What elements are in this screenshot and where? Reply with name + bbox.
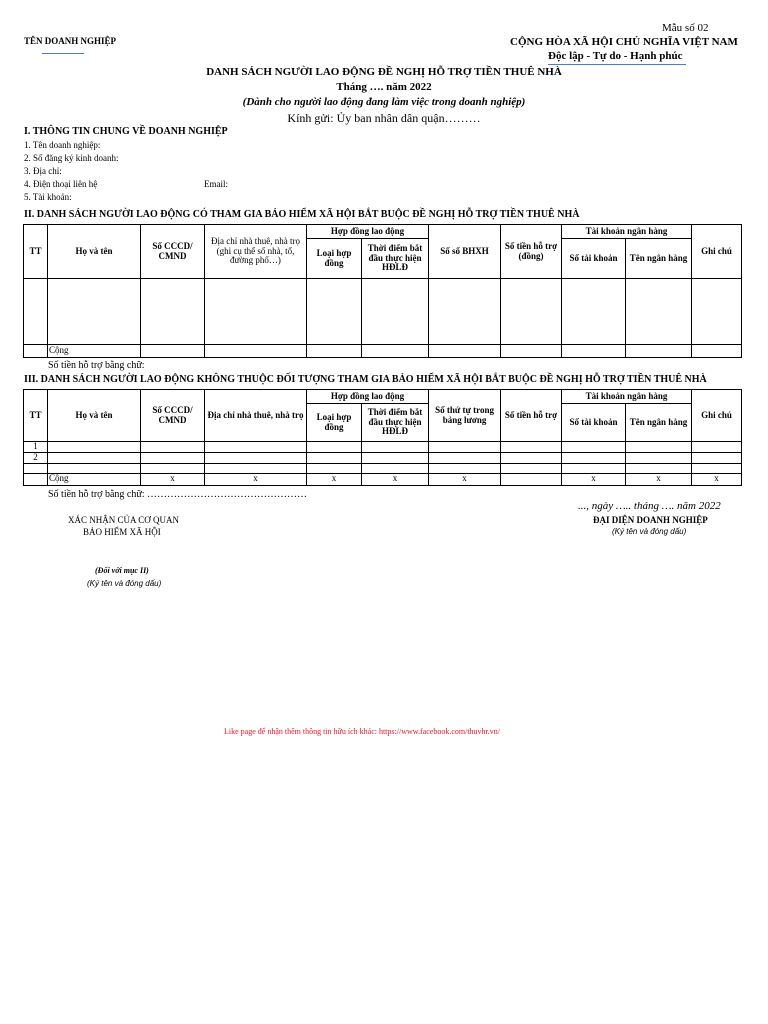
col-contract-start: Thời điểm bắt đầu thực hiện HĐLĐ [362,404,429,442]
col-contract-type: Loại hợp đồng [307,404,362,442]
form-number: Mẫu số 02 [662,22,709,34]
section-2-heading: II. DANH SÁCH NGƯỜI LAO ĐỘNG CÓ THAM GIA BẢO HIỂM XÃ HỘI BẮT BUỘC ĐỀ NGHỊ HỖ TRỢ TIỀN THUÊ NHÀ [24,209,580,220]
representative-sign-note: (Ký tên và đóng dấu) [612,527,687,536]
col-account-no: Số tài khoản [562,239,626,279]
document-subtitle: (Dành cho người lao động đang làm việc trong doanh nghiệp) [242,96,526,108]
social-insurance-sign-note: (Ký tên và đóng dấu) [87,579,162,588]
addressee: Kính gửi: Ủy ban nhân dân quận……… [287,111,481,125]
field-email: Email: [204,179,228,189]
section-1-heading: I. THÔNG TIN CHUNG VỀ DOANH NGHIỆP [24,126,228,137]
col-name: Họ và tên [48,390,141,442]
motto-underline [548,64,686,65]
section-3-heading: III. DANH SÁCH NGƯỜI LAO ĐỘNG KHÔNG THUỘC ĐỐI TƯỢNG THAM GIA BẢO HIỂM XÃ HỘI BẮT BUỘC ĐỀ NGHỊ HỖ TRỢ TIỀN THUÊ NHÀ [24,374,707,385]
col-tt: TT [24,225,48,279]
row-number: 2 [24,452,48,463]
table-row [24,452,742,463]
col-contract-group: Hợp đồng lao động [307,390,429,404]
total-row [24,345,742,358]
company-underline [42,53,84,54]
amount-in-words-3: Số tiền hỗ trợ bằng chữ: ………………………………………… [48,489,308,500]
mark-x: x [626,473,692,485]
uninsured-workers-table [23,389,742,486]
field-business-registration: 2. Số đăng ký kinh doanh: [24,153,119,163]
national-motto: Độc lập - Tự do - Hạnh phúc [548,50,683,62]
promo-link[interactable]: Like page để nhận thêm thông tin hữu ích khác: https://www.facebook.com/thuvhr.vn/ [224,727,500,736]
mark-x: x [362,473,429,485]
col-bank-group: Tài khoản ngân hàng [562,225,692,239]
field-account: 5. Tài khoản: [24,192,72,202]
total-label: Cộng [48,345,141,358]
mark-x: x [562,473,626,485]
table-row [24,279,742,345]
signature-date: ..., ngày ….. tháng …. năm 2022 [578,500,721,512]
amount-in-words-2: Số tiền hỗ trợ bằng chữ: [48,360,145,371]
col-contract-type: Loại hợp đồng [307,239,362,279]
col-bank-name: Tên ngân hàng [626,404,692,442]
total-label: Cộng [48,473,141,485]
mark-x: x [141,473,205,485]
document-title: DANH SÁCH NGƯỜI LAO ĐỘNG ĐỀ NGHỊ HỖ TRỢ TIỀN THUÊ NHÀ [206,66,562,78]
company-name-label: TÊN DOANH NGHIỆP [24,36,117,46]
col-note: Ghi chú [692,225,742,279]
col-amount: Số tiền hỗ trợ [501,390,562,442]
col-insurance-no: Số sổ BHXH [429,225,501,279]
col-address: Địa chỉ nhà thuê, nhà trọ (ghi cụ thể số nhà, tổ, đường phố…) [205,225,307,279]
social-insurance-title-line2: BẢO HIỂM XÃ HỘI [83,527,161,537]
social-insurance-title-line1: XÁC NHẬN CỦA CƠ QUAN [68,515,180,525]
total-row [24,473,742,485]
col-contract-start: Thời điểm bắt đầu thực hiện HĐLĐ [362,239,429,279]
col-id: Số CCCD/ CMND [141,390,205,442]
col-note: Ghi chú [692,390,742,442]
social-insurance-scope-note: (Đối với mục II) [95,566,149,575]
field-address: 3. Địa chỉ: [24,166,62,176]
col-account-no: Số tài khoản [562,404,626,442]
col-contract-group: Hợp đồng lao động [307,225,429,239]
field-phone: 4. Điện thoại liên hệ [24,179,98,189]
col-tt: TT [24,390,48,442]
col-bank-name: Tên ngân hàng [626,239,692,279]
row-number: 1 [24,442,48,453]
national-title: CỘNG HÒA XÃ HỘI CHỦ NGHĨA VIỆT NAM [510,36,738,48]
col-name: Họ và tên [48,225,141,279]
field-company-name: 1. Tên doanh nghiệp: [24,140,101,150]
mark-x: x [205,473,307,485]
document-month: Tháng …. năm 2022 [336,81,432,93]
representative-title: ĐẠI DIỆN DOANH NGHIỆP [593,515,708,525]
table-row [24,463,742,473]
col-amount: Số tiền hỗ trợ (đồng) [501,225,562,279]
col-id: Số CCCD/ CMND [141,225,205,279]
mark-x: x [692,473,742,485]
mark-x: x [307,473,362,485]
col-payroll-order: Số thứ tự trong bảng lương [429,390,501,442]
col-bank-group: Tài khoản ngân hàng [562,390,692,404]
col-address: Địa chỉ nhà thuê, nhà trọ [205,390,307,442]
insured-workers-table [23,224,742,358]
table-row [24,442,742,453]
mark-x: x [429,473,501,485]
